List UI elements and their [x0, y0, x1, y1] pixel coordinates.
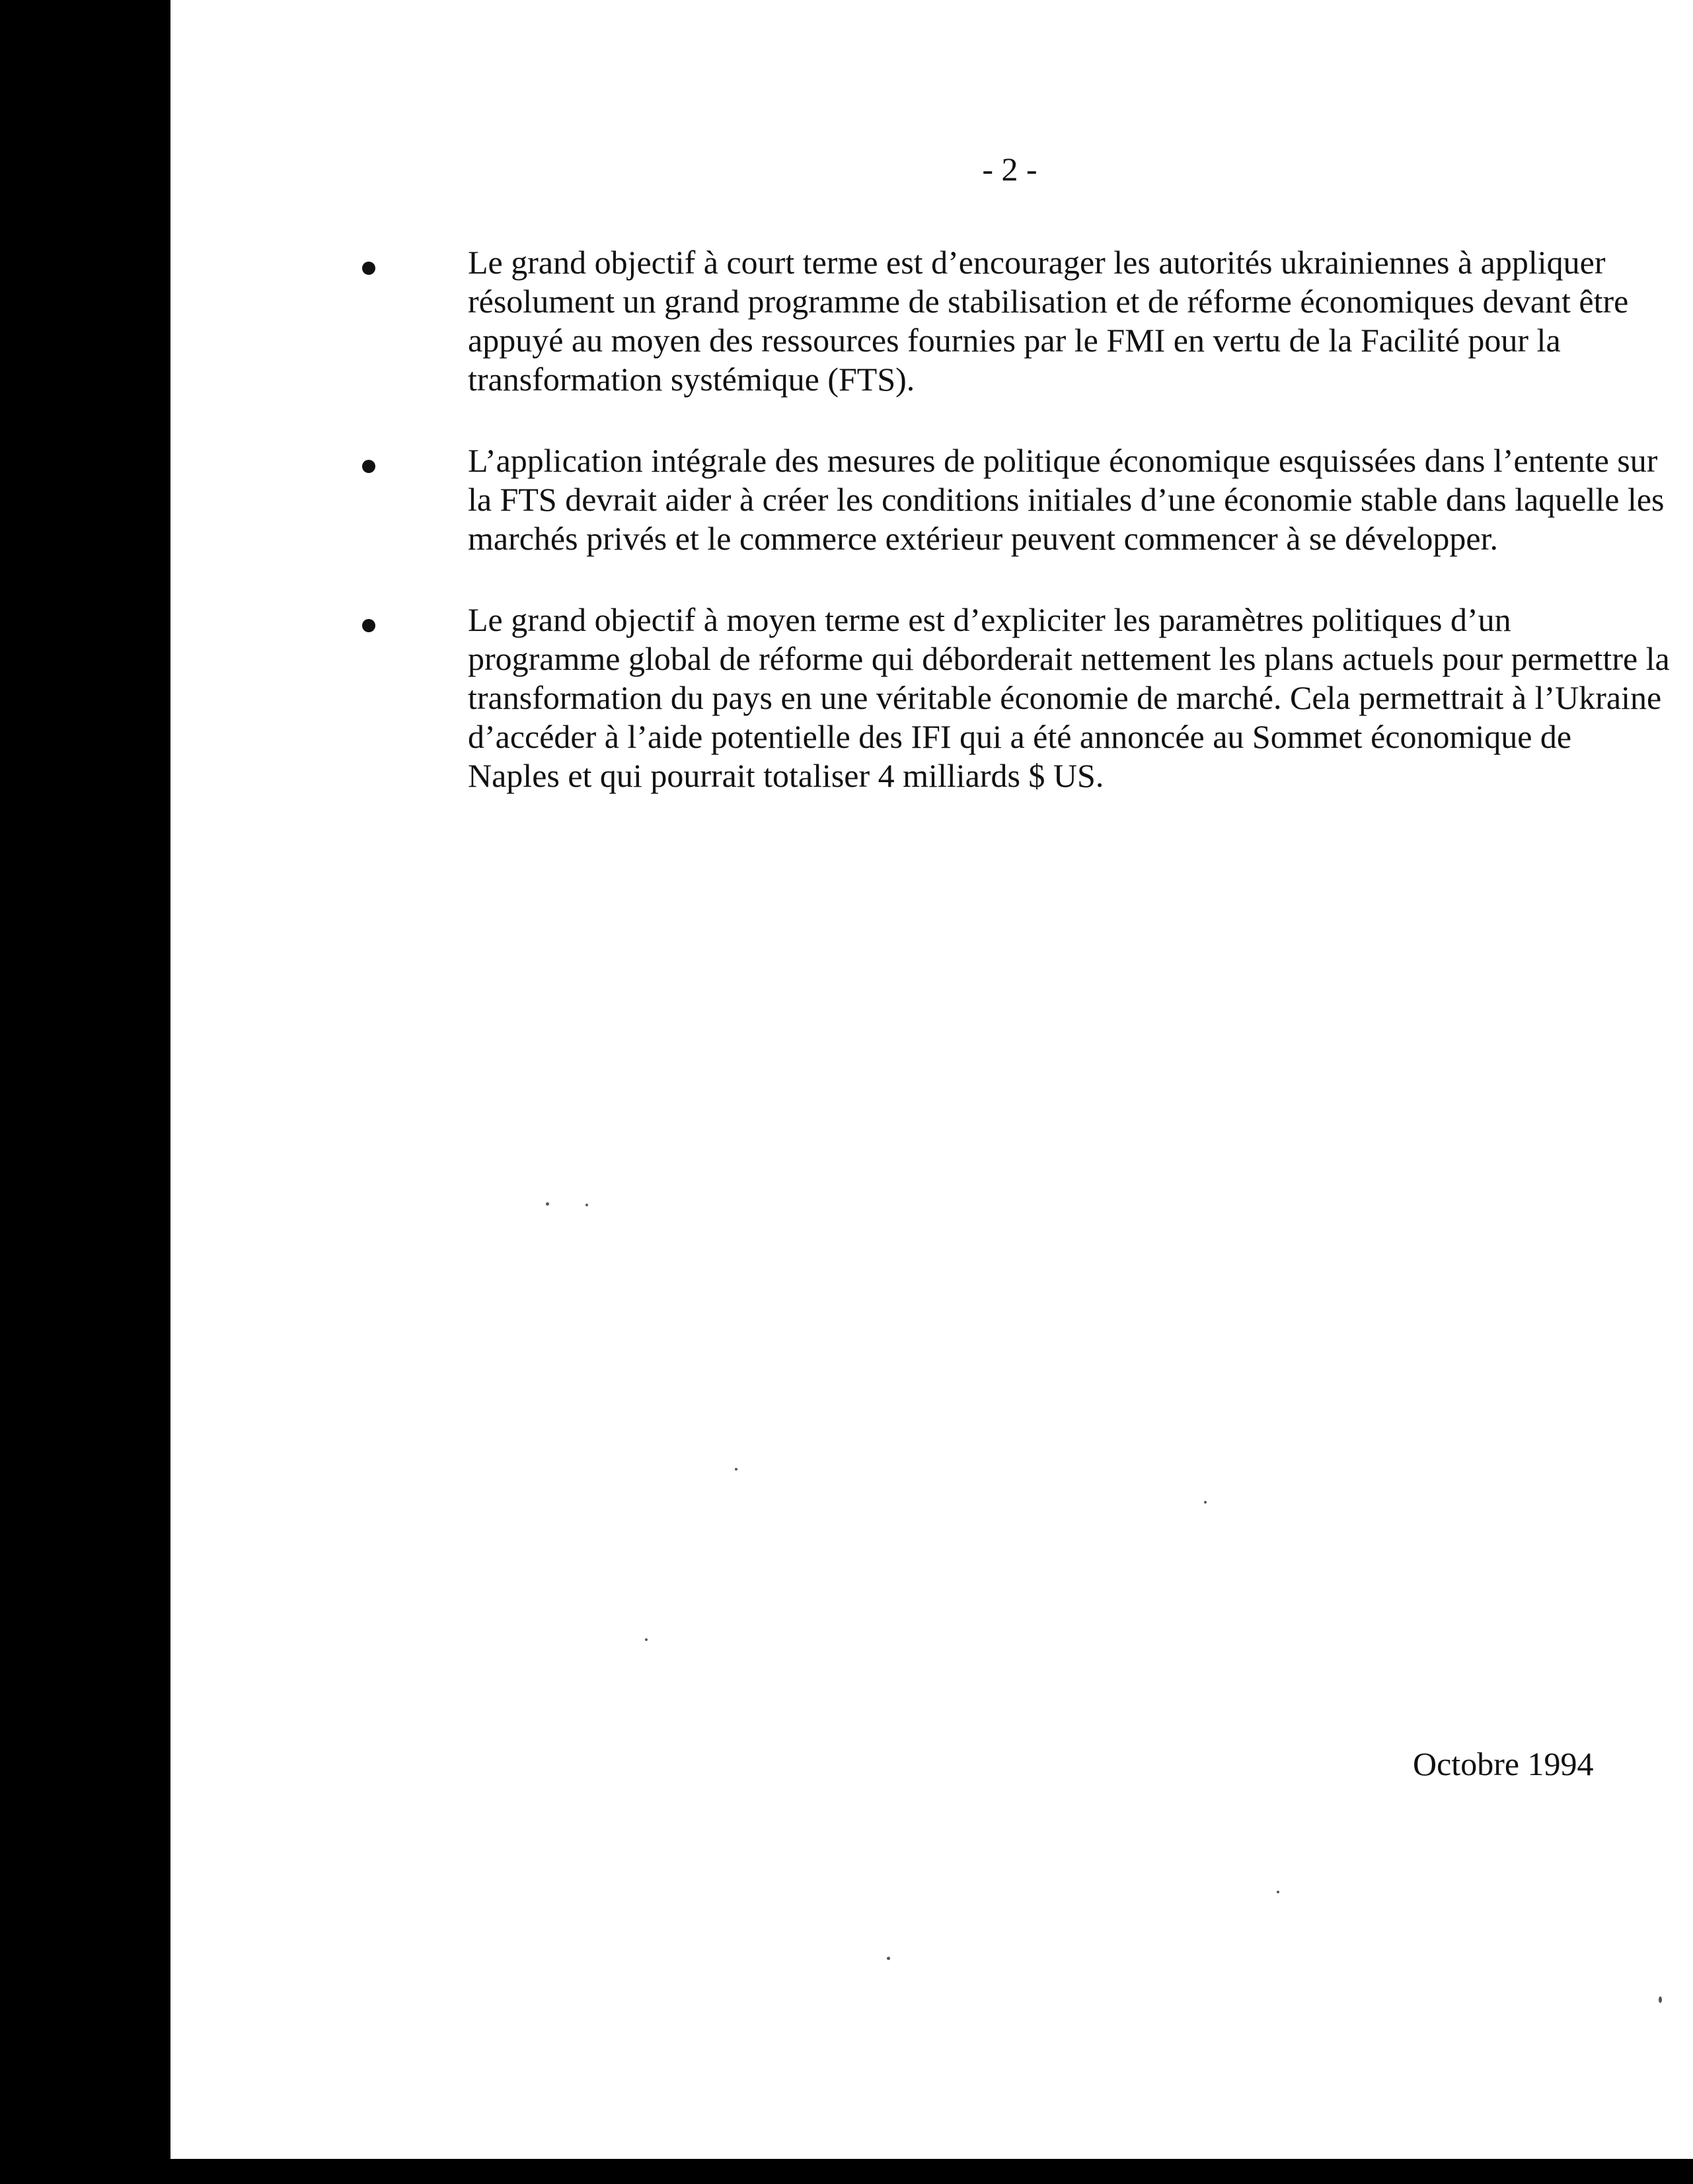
bullet-text: L’application intégrale des mesures de politique économique esquissées dans l’entente sur la FTS devrait aider à créer les conditions initiales d’une économie stable dans laquelle les marchés privés et le commerce extérieur peuvent commencer à se développer.: [468, 442, 1665, 557]
scan-speck: [645, 1638, 648, 1641]
document-page: [170, 0, 1693, 2159]
scan-left-border: [0, 0, 170, 2184]
bullet-icon: [362, 460, 375, 473]
scan-speck: [1204, 1501, 1207, 1504]
scan-speck: [1659, 1996, 1662, 2003]
list-item: [362, 243, 1684, 399]
document-date: Octobre 1994: [1413, 1745, 1594, 1782]
bullet-icon: [362, 262, 375, 275]
scan-speck: [585, 1204, 588, 1206]
bullet-text: Le grand objectif à moyen terme est d’expliciter les paramètres politiques d’un programme global de réforme qui déborderait nettement les plans actuels pour permettre la transformation du pays en une véritable économie de marché. Cela permettrait à l’Ukraine d’accéder à l’aide potentielle des IFI qui a été annoncée au Sommet économique de Naples et qui pourrait totaliser 4 milliards $ US.: [468, 601, 1670, 794]
list-item: [362, 601, 1684, 795]
bullet-list: [362, 243, 1684, 838]
scan-speck: [546, 1202, 549, 1206]
bullet-icon: [362, 619, 375, 632]
scan-speck: [735, 1468, 737, 1471]
scan-bottom-border: [0, 2159, 1693, 2184]
page-number: - 2 -: [982, 151, 1037, 188]
list-item: [362, 441, 1684, 558]
bullet-text: Le grand objectif à court terme est d’encourager les autorités ukrainiennes à appliquer résolument un grand programme de stabilisation et de réforme économiques devant être appuyé au moyen des ressources fournies par le FMI en vertu de la Facilité pour la transformation systémique (FTS).: [468, 244, 1629, 398]
scan-speck: [887, 1957, 890, 1960]
scan-speck: [1277, 1891, 1279, 1893]
